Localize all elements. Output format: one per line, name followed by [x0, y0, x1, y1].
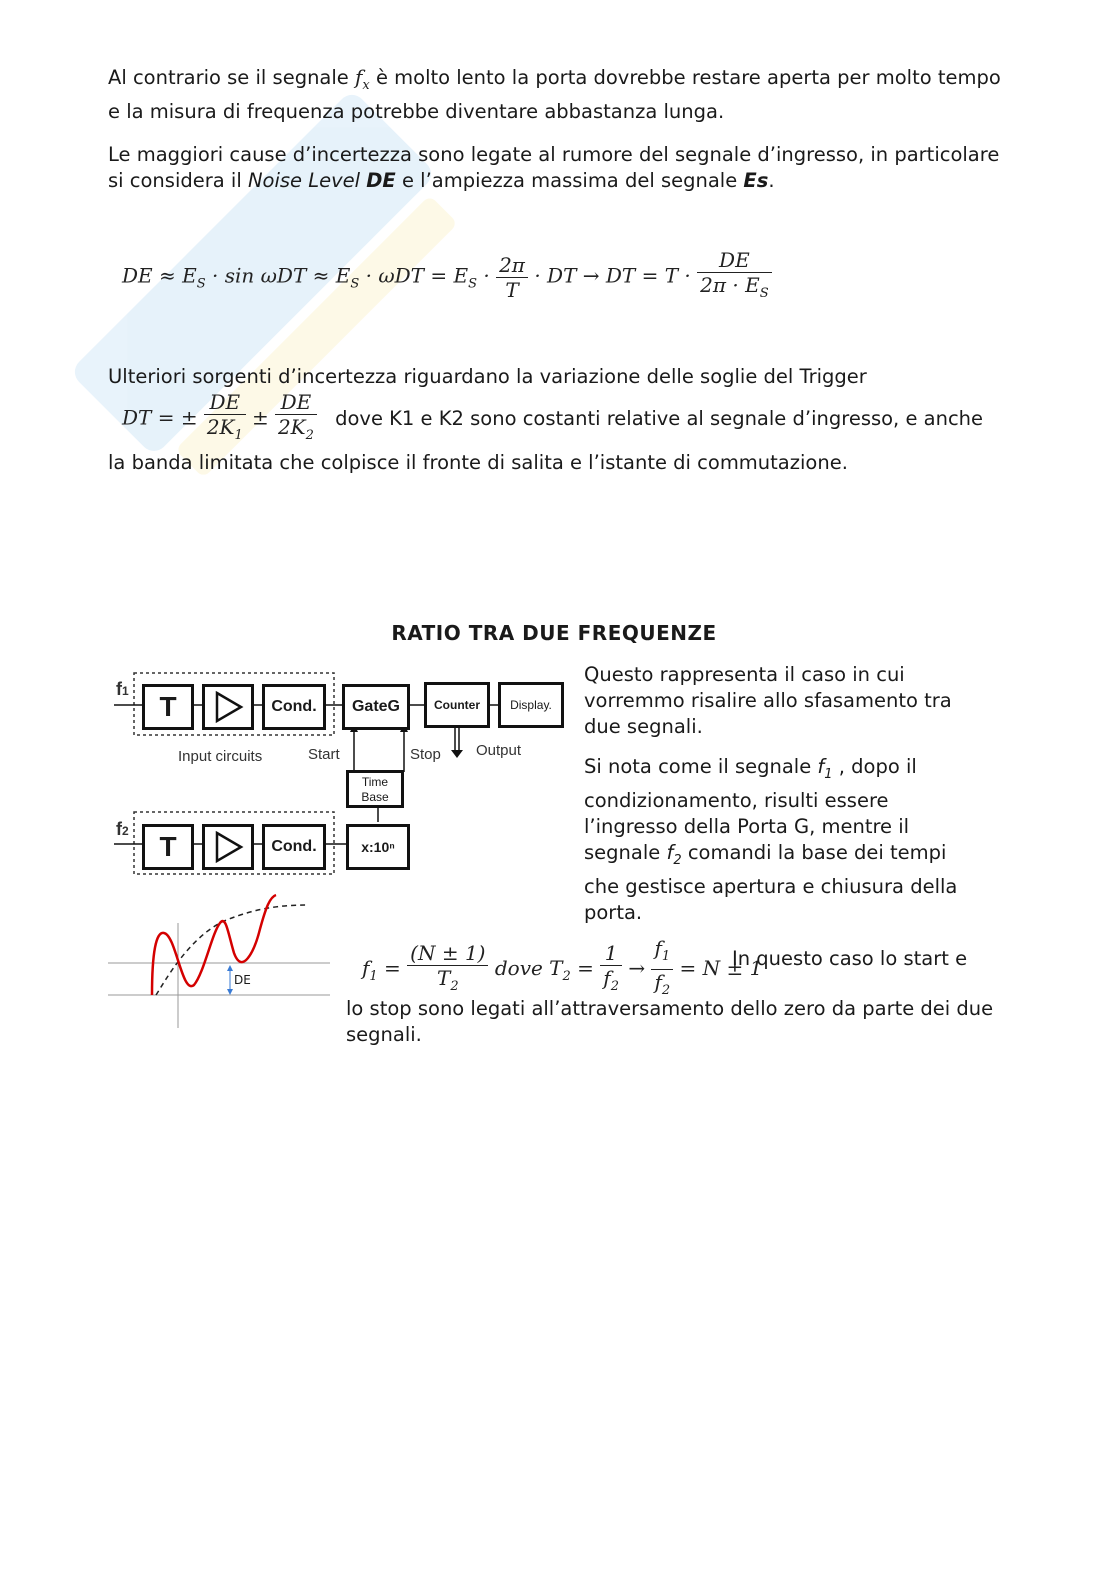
- gate-block: GateG: [342, 684, 410, 730]
- paragraph-uncertainty: Le maggiori cause d’incertezza sono legate al rumore del segnale d’ingresso, in particolare si considera il Noise Level DE e l’ampiezza massima del segnale Es.: [108, 143, 1000, 192]
- amplifier-icon: [205, 827, 251, 867]
- waveform-figure: [108, 893, 330, 1033]
- amplifier-icon: [205, 687, 251, 727]
- de-label: DE: [234, 973, 251, 987]
- trigger-block-1: T: [142, 684, 194, 730]
- input-f2-label: f2: [116, 819, 129, 839]
- cond-block-1: Cond.: [262, 684, 326, 730]
- block-diagram: [108, 668, 578, 883]
- trigger-block-2: T: [142, 824, 194, 870]
- divider-block: x:10ⁿ: [346, 824, 410, 870]
- input-f1-label: f1: [116, 679, 129, 699]
- equation-noise-error: DE ≈ $E_S \cdot \sin \omega DT \approx E_S \cdot \omega DT = E_S$ · $\frac{2\pi}{T}$ · DT → DT = T · $\frac{DE}{2\pi \cdot E_S}$: [122, 248, 772, 306]
- input-circuits-label: Input circuits: [178, 748, 263, 765]
- description-p1: Questo rappresenta il caso in cui vorremmo risalire allo sfasamento tra due segnali.: [584, 663, 952, 738]
- amplifier-block-2: [202, 824, 254, 870]
- output-label: Output: [476, 742, 522, 759]
- bottom-text-end: lo stop sono legati all’attraversamento dello zero da parte dei due segnali.: [346, 997, 994, 1046]
- display-block: Display.: [498, 682, 564, 728]
- timebase-block: Time Base: [346, 770, 404, 808]
- amplifier-block-1: [202, 684, 254, 730]
- cond-block-2: Cond.: [262, 824, 326, 870]
- paragraph-trigger-end: la banda limitata che colpisce il fronte di salita e l’istante di commutazione.: [108, 451, 848, 474]
- equation-ratio: $f_1$ = $\frac{(N \pm 1)}{T_2}$ dove $T_2$ = $\frac{1}{f_2}$ → $\frac{f_1}{f_2}$ = N ± 1: [362, 936, 763, 998]
- description-p2: Si nota come il segnale $f_1$ , dopo il condizionamento, risulti essere l’ingresso della Porta G, mentre il segnale $f_2$ comandi la base dei tempi che gestisce apertura e chiusura della porta.: [584, 755, 958, 924]
- equation-trigger: DT = ± $\frac{DE}{2K_1}$ ± $\frac{DE}{2K_2}$ dove K1 e K2 sono costanti relative al segnale d’ingresso, e anche: [122, 390, 984, 443]
- waveform-plot: [108, 893, 330, 1033]
- paragraph-slow-signal: Al contrario se il segnale $f_x$ è molto lento la porta dovrebbe restare aperta per molto tempo e la misura di frequenza potrebbe diventare abbastanza lunga.: [108, 65, 1001, 123]
- stop-label: Stop: [410, 746, 441, 763]
- bottom-text-start: In questo caso lo start e: [732, 947, 968, 970]
- start-label: Start: [308, 746, 340, 763]
- paragraph-trigger: Ulteriori sorgenti d’incertezza riguardano la variazione delle soglie del Trigger: [108, 365, 867, 388]
- diagram-description: [584, 662, 984, 926]
- counter-block: Counter: [424, 682, 490, 728]
- section-title: RATIO TRA DUE FREQUENZE: [391, 621, 717, 645]
